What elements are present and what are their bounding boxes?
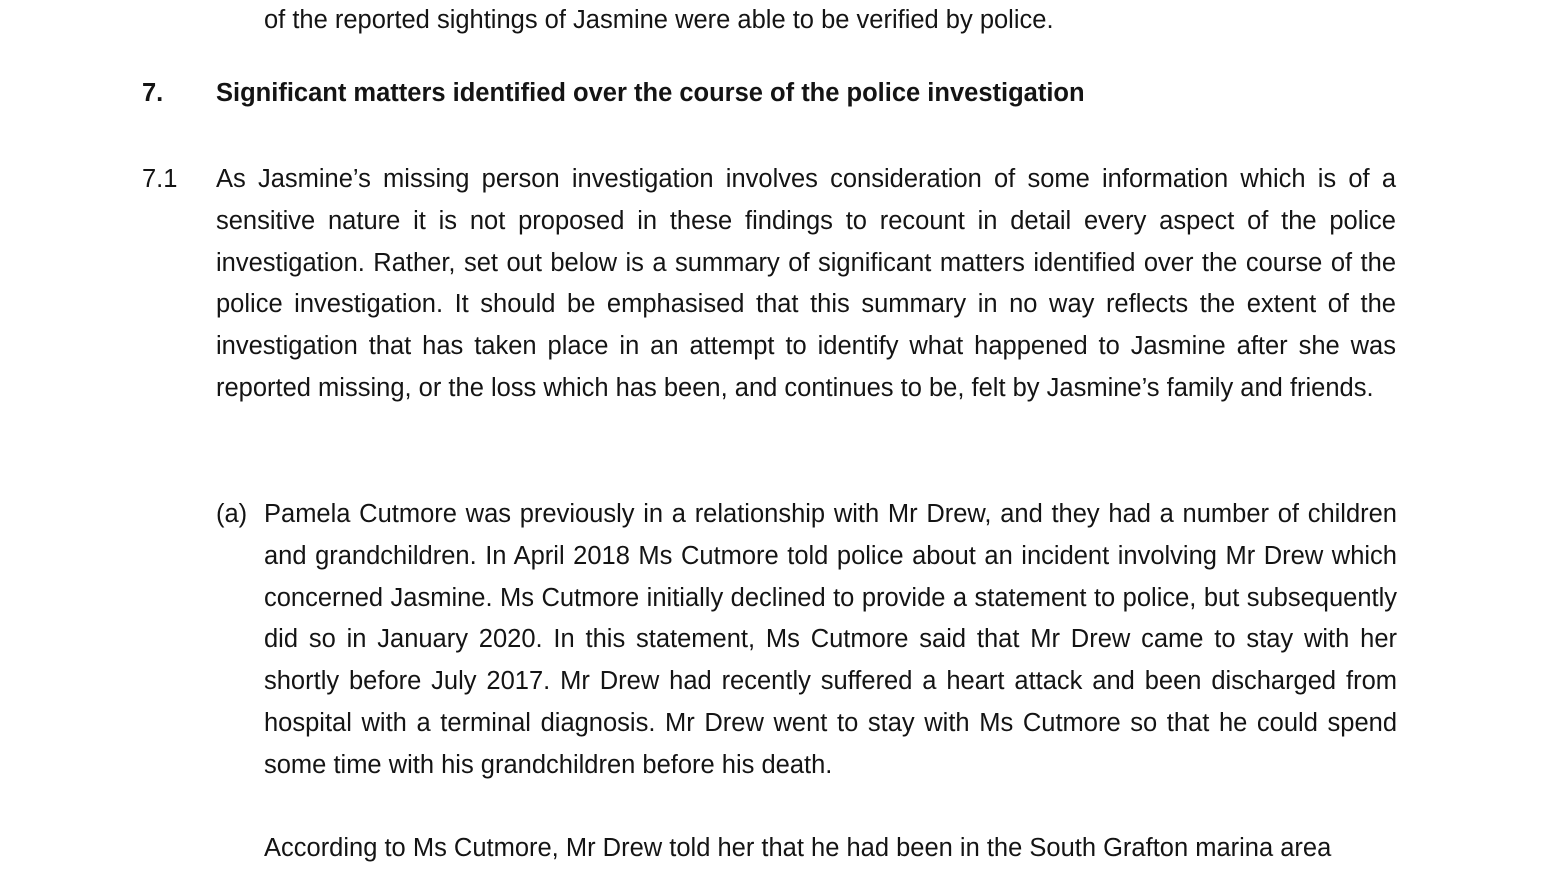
- section-heading: Significant matters identified over the course of the police investigation: [216, 79, 1085, 107]
- paragraph-text: As Jasmine’s missing person investigation involves consideration of some information which is of a sensitive nature it is not proposed in these findings to recount in detail every aspect of the police investigation. Rather, set out below is a summary of significant matters identified over the course of the police investigation. It should be emphasised that this summary in no way reflects the extent of the investigation that has taken place in an attempt to identify what happened to Jasmine after she was reported missing, or the loss which has been, and continues to be, felt by Jasmine’s family and friends.: [216, 165, 1396, 402]
- subparagraph-text: Pamela Cutmore was previously in a relationship with Mr Drew, and they had a number of children and grandchildren. In April 2018 Ms Cutmore told police about an incident involving Mr Drew which concerned Jasmine. Ms Cutmore initially declined to provide a statement to police, but subsequently did so in January 2020. In this statement, Ms Cutmore said that Mr Drew came to stay with her shortly before July 2017. Mr Drew had recently suffered a heart attack and been discharged from hospital with a terminal diagnosis. Mr Drew went to stay with Ms Cutmore so that he could spend some time with his grandchildren before his death.: [264, 500, 1397, 779]
- previous-paragraph-tail: of the reported sightings of Jasmine were able to be verified by police.: [264, 6, 1054, 34]
- paragraph-number: 7.1: [142, 165, 178, 193]
- subparagraph-continuation: According to Ms Cutmore, Mr Drew told her that he had been in the South Grafton marina area: [264, 834, 1332, 862]
- subparagraph-label: (a): [216, 500, 248, 528]
- section-number: 7.: [142, 79, 164, 107]
